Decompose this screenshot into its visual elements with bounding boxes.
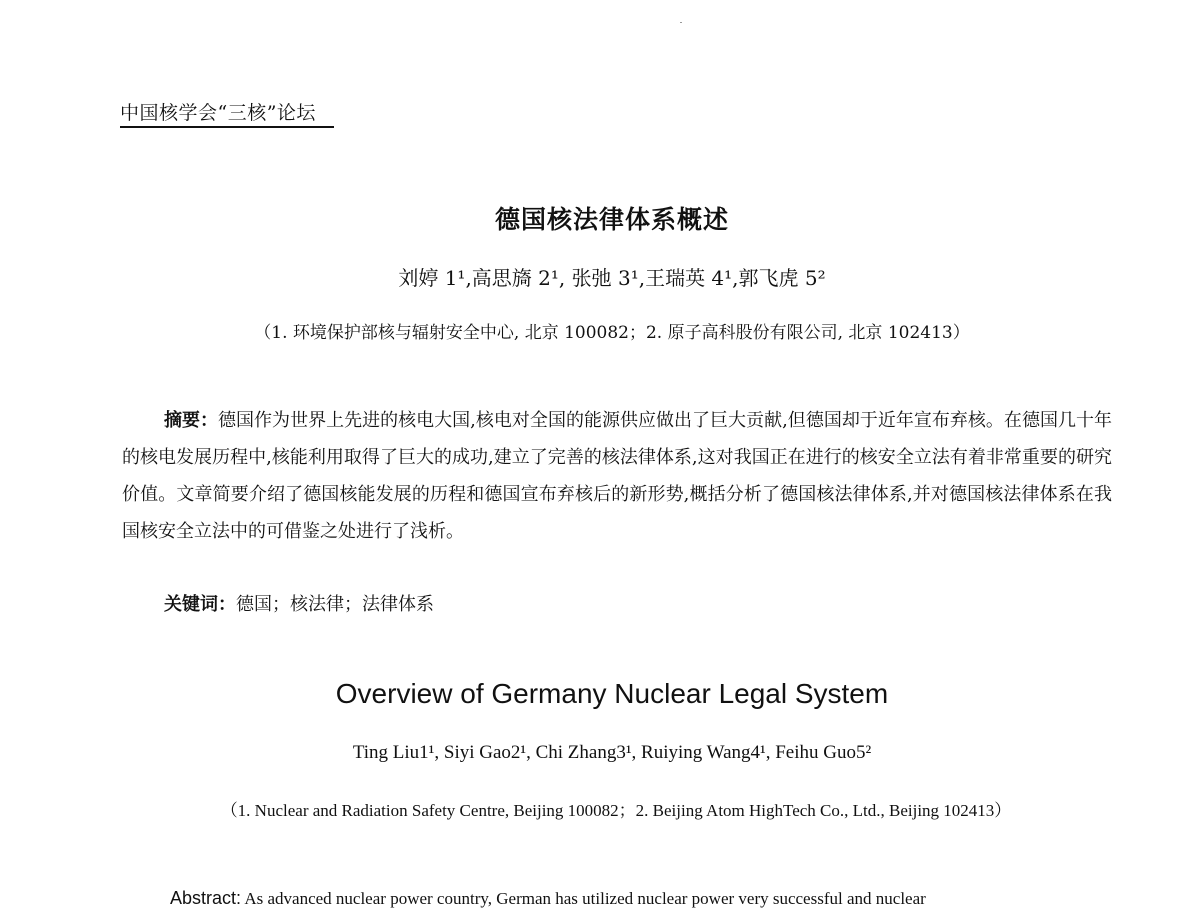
abstract-chinese-text: 德国作为世界上先进的核电大国,核电对全国的能源供应做出了巨大贡献,但德国却于近年宣布弃核。在德国几十年的核电发展历程中,核能利用取得了巨大的成功,建立了完善的核法律体系,这对我国正在进行的核安全立法有着非常重要的研究价值。文章简要介绍了德国核能发展的历程和德国宣布弃核后的新形势,概括分析了德国核法律体系,并对德国核法律体系在我国核安全立法中的可借鉴之处进行了浅析。 [122,410,1112,542]
author-list-english: Ting Liu1¹, Siyi Gao2¹, Chi Zhang3¹, Ruiying Wang4¹, Feihu Guo5² [352,742,872,763]
keywords-text: 德国；核法律；法律体系 [236,594,434,615]
header-underline [120,126,334,128]
affiliations-english: （1. Nuclear and Radiation Safety Centre, Beijing 100082；2. Beijing Atom HighTech Co., Ltd., Beijing 102413） [220,801,1012,820]
paper-title-english: Overview of Germany Nuclear Legal System [335,678,889,709]
abstract-english-label: Abstract: [170,888,242,908]
abstract-chinese-label: 摘要： [164,410,219,431]
journal-header-label: 中国核学会“三核”论坛 [120,102,316,124]
affiliations-chinese: （1. 环境保护部核与辐射安全中心, 北京 100082；2. 原子高科股份有限公司, 北京 102413） [254,323,970,343]
abstract-english-text: As advanced nuclear power country, German has utilized nuclear power very successful and nuclear [241,889,926,908]
abstract-chinese [122,402,1112,550]
paper-title-chinese: 德国核法律体系概述 [494,205,729,234]
author-list-chinese: 刘婷 1¹,高思旖 2¹, 张弛 3¹,王瑞英 4¹,郭飞虎 5² [398,266,826,290]
keywords-label: 关键词： [164,594,236,615]
keywords-chinese [164,590,434,616]
abstract-english [170,888,1130,909]
scan-artifact [680,22,682,23]
